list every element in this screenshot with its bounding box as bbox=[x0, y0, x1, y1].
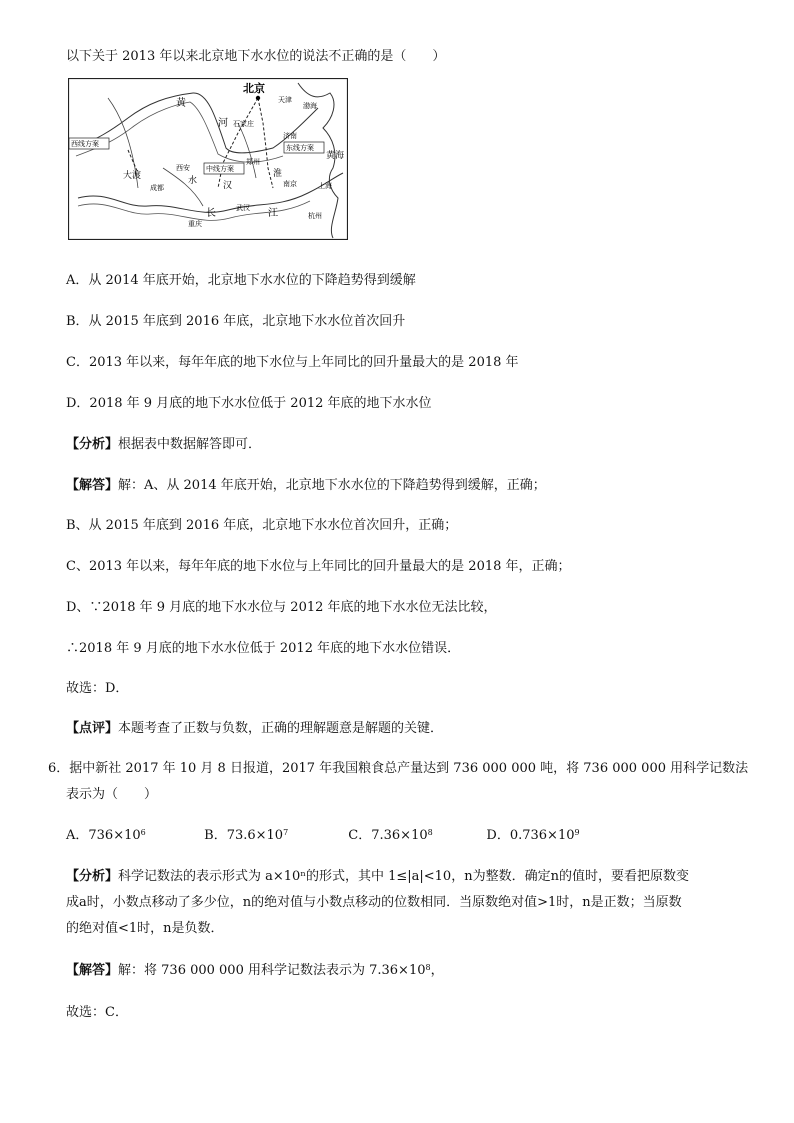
svg-text:长: 长 bbox=[206, 208, 216, 219]
q6-choice-c: C．$7.36\times 10^8$ bbox=[348, 828, 433, 843]
q5-comment: 【点评】本题考查了正数与负数，正确的理解题意是解题的关键． bbox=[66, 721, 444, 736]
svg-text:天津: 天津 bbox=[278, 96, 292, 104]
svg-text:武汉: 武汉 bbox=[236, 204, 250, 212]
svg-text:黄: 黄 bbox=[176, 98, 186, 109]
q5-analysis: 【分析】根据表中数据解答即可． bbox=[66, 437, 262, 452]
svg-text:黄海: 黄海 bbox=[326, 151, 345, 161]
q6-choice-a: A．$736\times 10^6$ bbox=[66, 828, 146, 843]
map-label-west-route: 西线方案 bbox=[71, 140, 99, 148]
svg-text:渤海: 渤海 bbox=[303, 102, 317, 110]
q6-analysis: 【分析】科学记数法的表示形式为 a×10ⁿ的形式，其中 1≤|a|<10，n为整数．确定n的值时，要看把原数变 bbox=[66, 869, 689, 884]
q6-choices bbox=[66, 827, 580, 845]
q5-option-c: C．2013 年以来，每年年底的地下水位与上年同比的回升量最大的是 2018 年 bbox=[66, 355, 519, 370]
q6-choice-b: B．$73.6\times 10^7$ bbox=[204, 828, 289, 843]
svg-text:汉: 汉 bbox=[223, 181, 233, 191]
svg-text:水: 水 bbox=[188, 176, 198, 186]
q5-option-b: B．从 2015 年底到 2016 年底，北京地下水水位首次回升 bbox=[66, 314, 406, 329]
map-label-middle-route: 中线方案 bbox=[206, 165, 234, 173]
svg-text:江: 江 bbox=[268, 208, 278, 219]
q5-solution-c: C、2013 年以来，每年年底的地下水位与上年同比的回升量最大的是 2018 年，正确； bbox=[66, 559, 571, 574]
q6-choice-d: D．$0.736\times 10^9$ bbox=[486, 828, 580, 843]
q6-stem: 6．据中新社 2017 年 10 月 8 日报道，2017 年我国粮食总产量达到 736 000 000 吨，将 736 000 000 用科学记数法 bbox=[48, 761, 749, 776]
q5-answer: 故选：D． bbox=[66, 681, 129, 696]
svg-text:成都: 成都 bbox=[150, 184, 164, 192]
svg-text:南京: 南京 bbox=[283, 180, 297, 188]
svg-text:淮: 淮 bbox=[273, 169, 283, 179]
svg-text:重庆: 重庆 bbox=[188, 220, 202, 228]
q5-conclusion: ∴2018 年 9 月底的地下水水位低于 2012 年底的地下水水位错误． bbox=[66, 641, 461, 656]
svg-text:大渡: 大渡 bbox=[123, 171, 142, 181]
svg-text:上海: 上海 bbox=[318, 182, 332, 190]
q5-option-a: A．从 2014 年底开始，北京地下水水位的下降趋势得到缓解 bbox=[66, 273, 416, 288]
map-label-beijing: 北京 bbox=[243, 82, 265, 95]
svg-text:杭州: 杭州 bbox=[308, 212, 322, 220]
q6-analysis-line3: 的绝对值<1时，n是负数． bbox=[66, 921, 224, 936]
q5-stem: 以下关于 2013 年以来北京地下水水位的说法不正确的是（ ） bbox=[66, 49, 446, 64]
svg-text:河: 河 bbox=[218, 118, 228, 129]
q6-answer: 故选：C． bbox=[66, 1005, 128, 1020]
svg-text:郑州: 郑州 bbox=[246, 158, 260, 166]
q5-solution: 【解答】解：A、从 2014 年底开始，北京地下水水位的下降趋势得到缓解，正确； bbox=[66, 478, 546, 493]
q5-solution-d: D、∵2018 年 9 月底的地下水水位与 2012 年底的地下水水位无法比较， bbox=[66, 600, 497, 615]
q6-solution: 【解答】解：将 736 000 000 用科学记数法表示为 $7.36\times 10^8$， bbox=[66, 963, 444, 978]
svg-text:西安: 西安 bbox=[176, 164, 190, 172]
svg-text:石家庄: 石家庄 bbox=[233, 120, 254, 128]
q5-option-d: D．2018 年 9 月底的地下水水位低于 2012 年底的地下水水位 bbox=[66, 396, 432, 411]
q6-analysis-line2: 成a时，小数点移动了多少位，n的绝对值与小数点移动的位数相同．当原数绝对值>1时，n是正数；当原数 bbox=[66, 895, 682, 910]
svg-text:济南: 济南 bbox=[283, 132, 297, 140]
q6-stem-cont: 表示为（ ） bbox=[66, 787, 158, 802]
south-north-water-diversion-map bbox=[68, 78, 348, 240]
q5-solution-b: B、从 2015 年底到 2016 年底，北京地下水水位首次回升，正确； bbox=[66, 518, 458, 533]
map-label-east-route: 东线方案 bbox=[286, 144, 314, 152]
